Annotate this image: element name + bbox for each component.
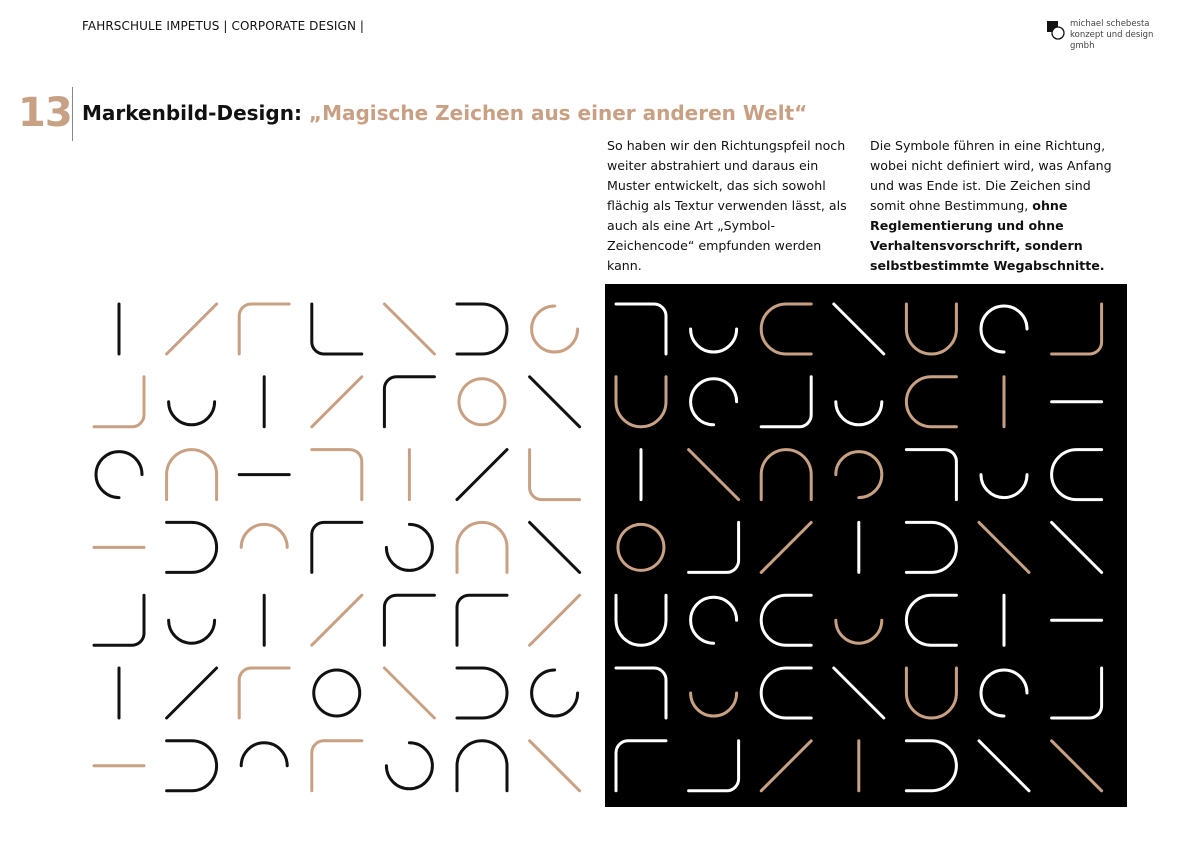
dark-glyph-r5-c1 [616,595,666,645]
dark-glyph-r2-c1 [616,377,666,427]
dark-glyph-r7-c7 [1052,741,1102,791]
light-glyph-stroke [169,402,215,425]
light-glyph-r5-c5 [384,595,434,645]
dark-glyph-stroke [834,668,884,718]
light-glyph-r7-c4 [312,741,362,791]
dark-glyph-r2-c5 [906,377,956,427]
dark-glyph-r5-c3 [761,595,811,645]
dark-glyph-r1-c3 [761,304,811,354]
dark-glyph-stroke [981,475,1027,498]
dark-glyph-r6-c7 [1052,668,1102,718]
dark-glyph-stroke [836,620,882,643]
dark-glyph-r5-c2 [691,597,737,643]
light-glyph-r1-c7 [532,306,578,352]
dark-glyph-stroke [761,304,811,354]
light-glyph-stroke [530,377,580,427]
light-glyph-r2-c6 [459,379,505,425]
light-glyph-r5-c2 [169,620,215,643]
light-glyph-r4-c5 [386,524,432,570]
dark-glyph-stroke [906,668,956,718]
light-glyph-r3-c4 [312,450,362,500]
dark-glyph-r2-c3 [761,377,811,427]
dark-glyph-stroke [836,452,882,498]
light-glyph-stroke [386,524,432,570]
dark-glyph-stroke [906,377,956,427]
light-glyph-stroke [167,522,217,572]
light-glyph-stroke [241,524,287,547]
header-title: FAHRSCHULE IMPETUS | CORPORATE DESIGN | [82,19,365,33]
light-glyph-r1-c3 [239,304,289,354]
light-glyph-stroke [239,304,289,354]
column-2-text: Die Symbole führen in eine Richtung, wobei nicht definiert wird, was Anfang und was Ende ist. Die Zeichen sind somit ohne Bestimmung, [870,138,1112,213]
dark-glyph-stroke [836,402,882,425]
light-glyph-stroke [532,670,578,716]
light-glyph-stroke [457,668,507,718]
dark-glyph-r5-c5 [906,595,956,645]
light-glyph-stroke [312,741,362,791]
light-glyph-r3-c1 [96,452,142,498]
light-glyph-r1-c4 [312,304,362,354]
light-glyph-r5-c1 [94,595,144,645]
dark-glyph-r1-c2 [691,329,737,352]
light-glyph-r2-c2 [169,402,215,425]
light-glyph-r2-c5 [384,377,434,427]
pattern-panel-light [83,284,605,807]
dark-glyph-stroke [689,741,739,791]
light-glyph-r4-c7 [530,522,580,572]
dark-glyph-stroke [906,522,956,572]
dark-glyph-stroke [761,450,811,500]
light-glyph-r7-c5 [386,743,432,789]
pattern-panel-dark [605,284,1127,807]
dark-glyph-r3-c6 [981,475,1027,498]
pattern-grid-dark [605,284,1127,807]
light-glyph-stroke [386,743,432,789]
dark-glyph-stroke [616,741,666,791]
light-glyph-stroke [312,304,362,354]
dark-glyph-r3-c3 [761,450,811,500]
dark-glyph-stroke [689,522,739,572]
dark-glyph-stroke [981,670,1027,716]
logo-line-2: konzept und design gmbh [1070,30,1154,51]
light-glyph-r4-c2 [167,522,217,572]
title-divider [72,87,73,141]
dark-glyph-r6-c3 [761,668,811,718]
dark-glyph-r2-c4 [836,402,882,425]
dark-glyph-stroke [834,304,884,354]
dark-glyph-stroke [906,741,956,791]
dark-glyph-r4-c6 [979,522,1029,572]
light-glyph-stroke [384,595,434,645]
light-glyph-stroke [94,377,144,427]
light-glyph-r3-c6 [457,450,507,500]
light-glyph-stroke [167,668,217,718]
dark-glyph-stroke [616,595,666,645]
dark-glyph-r4-c7 [1052,522,1102,572]
light-glyph-stroke [384,377,434,427]
light-glyph-stroke [167,304,217,354]
dark-glyph-r5-c4 [836,620,882,643]
dark-glyph-r4-c1 [618,524,664,570]
dark-glyph-stroke [1052,741,1102,791]
dark-glyph-stroke [761,668,811,718]
dark-glyph-stroke [906,304,956,354]
light-glyph-r6-c3 [239,668,289,718]
dark-glyph-r4-c2 [689,522,739,572]
light-glyph-r2-c1 [94,377,144,427]
light-glyph-stroke [312,450,362,500]
light-glyph-r5-c7 [530,595,580,645]
light-glyph-stroke [530,741,580,791]
light-glyph-stroke [459,379,505,425]
dark-glyph-stroke [761,522,811,572]
dark-glyph-stroke [691,597,737,643]
light-glyph-r5-c4 [312,595,362,645]
dark-glyph-stroke [979,741,1029,791]
light-glyph-stroke [167,741,217,791]
light-glyph-stroke [457,522,507,572]
dark-glyph-r7-c3 [761,741,811,791]
dark-glyph-r7-c1 [616,741,666,791]
light-glyph-stroke [241,743,287,766]
light-glyph-r1-c6 [457,304,507,354]
body-text-column-2 [870,136,1120,276]
dark-glyph-r6-c6 [981,670,1027,716]
light-glyph-stroke [384,668,434,718]
light-glyph-stroke [167,450,217,500]
light-glyph-stroke [457,450,507,500]
dark-glyph-stroke [1052,522,1102,572]
light-glyph-stroke [457,595,507,645]
light-glyph-r4-c4 [312,522,362,572]
dark-glyph-r2-c2 [691,379,737,425]
light-glyph-r7-c7 [530,741,580,791]
light-glyph-r4-c3 [241,524,287,547]
light-glyph-stroke [530,595,580,645]
dark-glyph-stroke [691,693,737,716]
dark-glyph-stroke [616,304,666,354]
dark-glyph-r4-c5 [906,522,956,572]
dark-glyph-stroke [616,377,666,427]
dark-glyph-r6-c2 [691,693,737,716]
dark-glyph-r6-c5 [906,668,956,718]
light-glyph-r6-c5 [384,668,434,718]
light-glyph-stroke [169,620,215,643]
light-glyph-stroke [532,306,578,352]
light-glyph-r3-c2 [167,450,217,500]
light-glyph-r5-c6 [457,595,507,645]
dark-glyph-stroke [906,595,956,645]
light-glyph-r1-c5 [384,304,434,354]
light-glyph-r6-c6 [457,668,507,718]
dark-glyph-r4-c3 [761,522,811,572]
dark-glyph-r7-c6 [979,741,1029,791]
dark-glyph-r6-c1 [616,668,666,718]
light-glyph-stroke [312,522,362,572]
light-glyph-stroke [312,595,362,645]
dark-glyph-r3-c4 [836,452,882,498]
light-glyph-stroke [312,377,362,427]
page-title [82,101,807,125]
dark-glyph-r1-c6 [981,306,1027,352]
dark-glyph-stroke [761,377,811,427]
dark-glyph-stroke [979,522,1029,572]
dark-glyph-stroke [761,595,811,645]
light-glyph-r7-c6 [457,741,507,791]
dark-glyph-r3-c5 [906,450,956,500]
company-logo [1046,19,1176,51]
light-glyph-r7-c3 [241,743,287,766]
logo-line-1: michael schebesta [1070,19,1150,29]
light-glyph-r6-c4 [314,670,360,716]
light-glyph-stroke [239,668,289,718]
light-glyph-r6-c2 [167,668,217,718]
dark-glyph-stroke [761,741,811,791]
dark-glyph-r3-c7 [1052,450,1102,500]
dark-glyph-r1-c1 [616,304,666,354]
pattern-grid-light [83,284,605,807]
light-glyph-r2-c4 [312,377,362,427]
light-glyph-r6-c7 [532,670,578,716]
body-text-column-1: So haben wir den Richtungspfeil noch weiter abstrahiert und daraus ein Muster entwickelt, das sich sowohl flächig als Textur verwenden lässt, als auch als eine Art „Symbol-Zeichencode“ empfunden werden kann. [607,138,847,273]
dark-glyph-stroke [1052,304,1102,354]
light-glyph-r2-c7 [530,377,580,427]
light-glyph-r7-c2 [167,741,217,791]
dark-glyph-r1-c7 [1052,304,1102,354]
light-glyph-stroke [384,304,434,354]
dark-glyph-r6-c4 [834,668,884,718]
light-glyph-stroke [314,670,360,716]
dark-glyph-stroke [1052,450,1102,500]
dark-glyph-stroke [906,450,956,500]
light-glyph-stroke [457,304,507,354]
page-number: 13 [18,90,72,136]
dark-glyph-r3-c2 [689,450,739,500]
dark-glyph-stroke [616,668,666,718]
dark-glyph-stroke [1052,668,1102,718]
light-glyph-stroke [530,450,580,500]
dark-glyph-r1-c4 [834,304,884,354]
dark-glyph-stroke [689,450,739,500]
dark-glyph-r7-c5 [906,741,956,791]
light-glyph-stroke [457,741,507,791]
dark-glyph-stroke [981,306,1027,352]
dark-glyph-stroke [691,379,737,425]
title-accent: „Magische Zeichen aus einer anderen Welt“ [308,101,808,125]
light-glyph-stroke [96,452,142,498]
light-glyph-stroke [94,595,144,645]
light-glyph-r4-c6 [457,522,507,572]
dark-glyph-stroke [691,329,737,352]
light-glyph-r3-c7 [530,450,580,500]
dark-glyph-stroke [618,524,664,570]
title-prefix: Markenbild-Design: [82,101,302,125]
dark-glyph-r1-c5 [906,304,956,354]
light-glyph-stroke [530,522,580,572]
column-2-bold-text: ohne Reglementierung und ohne Verhaltensvorschrift, sondern selbstbestimmte Wegabschnitte. [870,198,1105,273]
dark-glyph-r7-c2 [689,741,739,791]
light-glyph-r1-c2 [167,304,217,354]
logo-mark-icon [1046,20,1066,42]
